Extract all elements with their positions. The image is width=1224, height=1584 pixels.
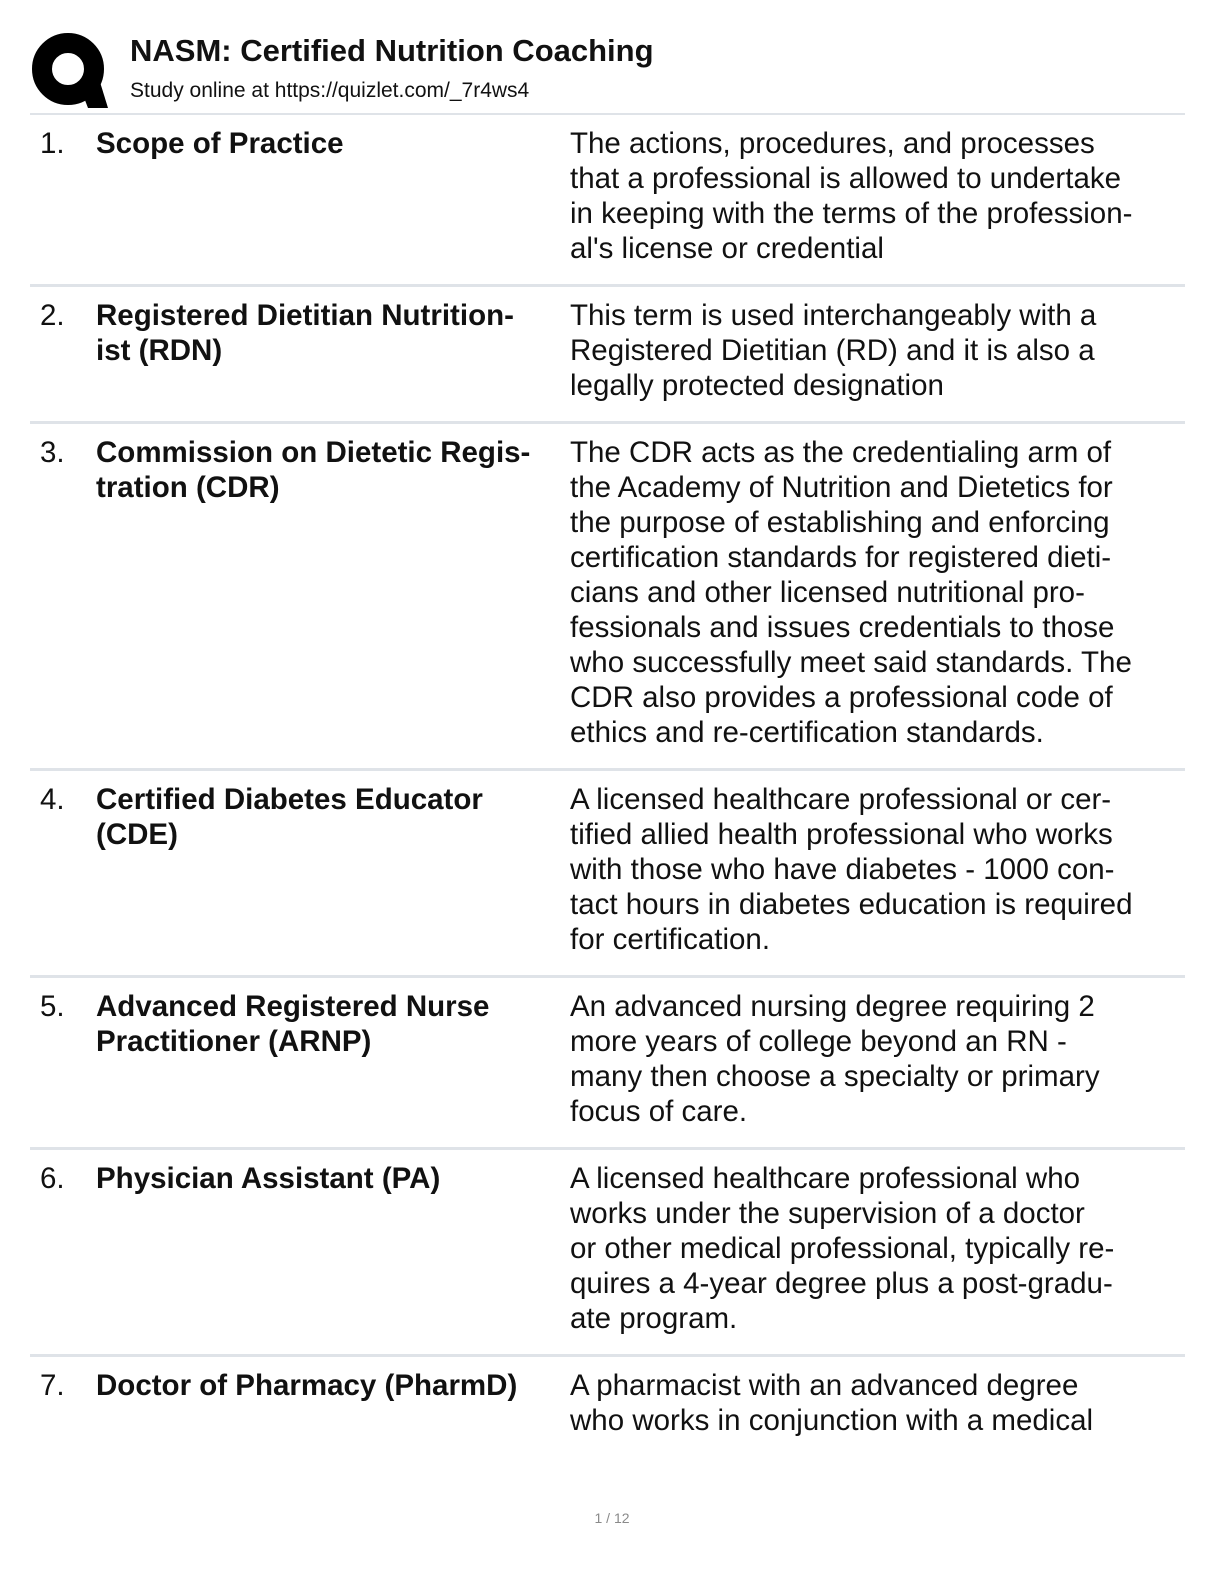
definition-line: more years of college beyond an RN - (570, 1025, 1067, 1058)
card-number: 2. (40, 299, 65, 332)
card-definition (570, 782, 1180, 957)
card-term (96, 435, 566, 750)
card-number: 4. (40, 783, 65, 816)
card-definition (570, 1368, 1180, 1438)
term-line: Scope of Practice (96, 127, 344, 160)
definition-line: in keeping with the terms of the profession- (570, 197, 1133, 230)
definition-line: works under the supervision of a doctor (570, 1197, 1085, 1230)
definition-line: the purpose of establishing and enforcing (570, 506, 1110, 539)
card-number: 6. (40, 1162, 65, 1195)
definition-line: ethics and re-certification standards. (570, 716, 1044, 749)
term-line: Registered Dietitian Nutrition- (96, 299, 514, 332)
definition-line: quires a 4-year degree plus a post-gradu- (570, 1267, 1113, 1300)
card-term (96, 1368, 566, 1438)
page-indicator: 1 / 12 (594, 1510, 630, 1526)
quizlet-q-logo-icon (30, 30, 110, 110)
card-definition (570, 435, 1180, 750)
flashcard-row (30, 978, 1185, 1150)
card-number: 1. (40, 127, 65, 160)
definition-line: fessionals and issues credentials to those (570, 611, 1115, 644)
card-term (96, 782, 566, 957)
card-definition (570, 1161, 1180, 1336)
definition-line: A licensed healthcare professional who (570, 1162, 1081, 1195)
term-line: Commission on Dietetic Regis- (96, 436, 531, 469)
card-term (96, 1161, 566, 1336)
flashcard-row (30, 1150, 1185, 1357)
flashcard-row (30, 771, 1185, 978)
card-term (96, 126, 566, 266)
definition-line: the Academy of Nutrition and Dietetics for (570, 471, 1113, 504)
card-term (96, 989, 566, 1129)
definition-line: A licensed healthcare professional or cer- (570, 783, 1112, 816)
term-line: tration (CDR) (96, 471, 280, 504)
definition-line: tified allied health professional who works (570, 818, 1113, 851)
term-line: Advanced Registered Nurse (96, 990, 490, 1023)
definition-line: cians and other licensed nutritional pro- (570, 576, 1085, 609)
card-number: 5. (40, 990, 65, 1023)
term-line: (CDE) (96, 818, 178, 851)
term-line: Doctor of Pharmacy (PharmD) (96, 1369, 518, 1402)
definition-line: legally protected designation (570, 369, 944, 402)
definition-line: CDR also provides a professional code of (570, 681, 1113, 714)
definition-line: certification standards for registered dieti- (570, 541, 1112, 574)
definition-line: with those who have diabetes - 1000 con- (570, 853, 1115, 886)
card-definition (570, 298, 1180, 403)
study-link-text: Study online at https://quizlet.com/_7r4ws4 (130, 79, 530, 102)
definition-line: ate program. (570, 1302, 738, 1335)
definition-line: The CDR acts as the credentialing arm of (570, 436, 1112, 469)
definition-line: that a professional is allowed to undertake (570, 162, 1122, 195)
card-definition (570, 989, 1180, 1129)
term-line: ist (RDN) (96, 334, 223, 367)
definition-line: An advanced nursing degree requiring 2 (570, 990, 1095, 1023)
flashcard-list (30, 115, 1185, 1456)
flashcard-row (30, 115, 1185, 287)
definition-line: who works in conjunction with a medical (570, 1404, 1094, 1437)
card-number: 7. (40, 1369, 65, 1402)
definition-line: many then choose a specialty or primary (570, 1060, 1100, 1093)
page-header (30, 28, 1185, 114)
definition-line: al's license or credential (570, 232, 884, 265)
term-line: Certified Diabetes Educator (96, 783, 483, 816)
definition-line: focus of care. (570, 1095, 748, 1128)
document-title: NASM: Certified Nutrition Coaching (130, 33, 654, 68)
definition-line: This term is used interchangeably with a (570, 299, 1097, 332)
definition-line: who successfully meet said standards. The (570, 646, 1132, 679)
definition-line: The actions, procedures, and processes (570, 127, 1095, 160)
flashcard-row (30, 424, 1185, 771)
definition-line: Registered Dietitian (RD) and it is also a (570, 334, 1095, 367)
definition-line: for certification. (570, 923, 771, 956)
term-line: Physician Assistant (PA) (96, 1162, 441, 1195)
term-line: Practitioner (ARNP) (96, 1025, 372, 1058)
card-definition (570, 126, 1180, 266)
definition-line: or other medical professional, typically re- (570, 1232, 1115, 1265)
definition-line: tact hours in diabetes education is required (570, 888, 1133, 921)
definition-line: A pharmacist with an advanced degree (570, 1369, 1079, 1402)
card-term (96, 298, 566, 403)
flashcard-row (30, 1357, 1185, 1456)
flashcard-row (30, 287, 1185, 424)
card-number: 3. (40, 436, 65, 469)
